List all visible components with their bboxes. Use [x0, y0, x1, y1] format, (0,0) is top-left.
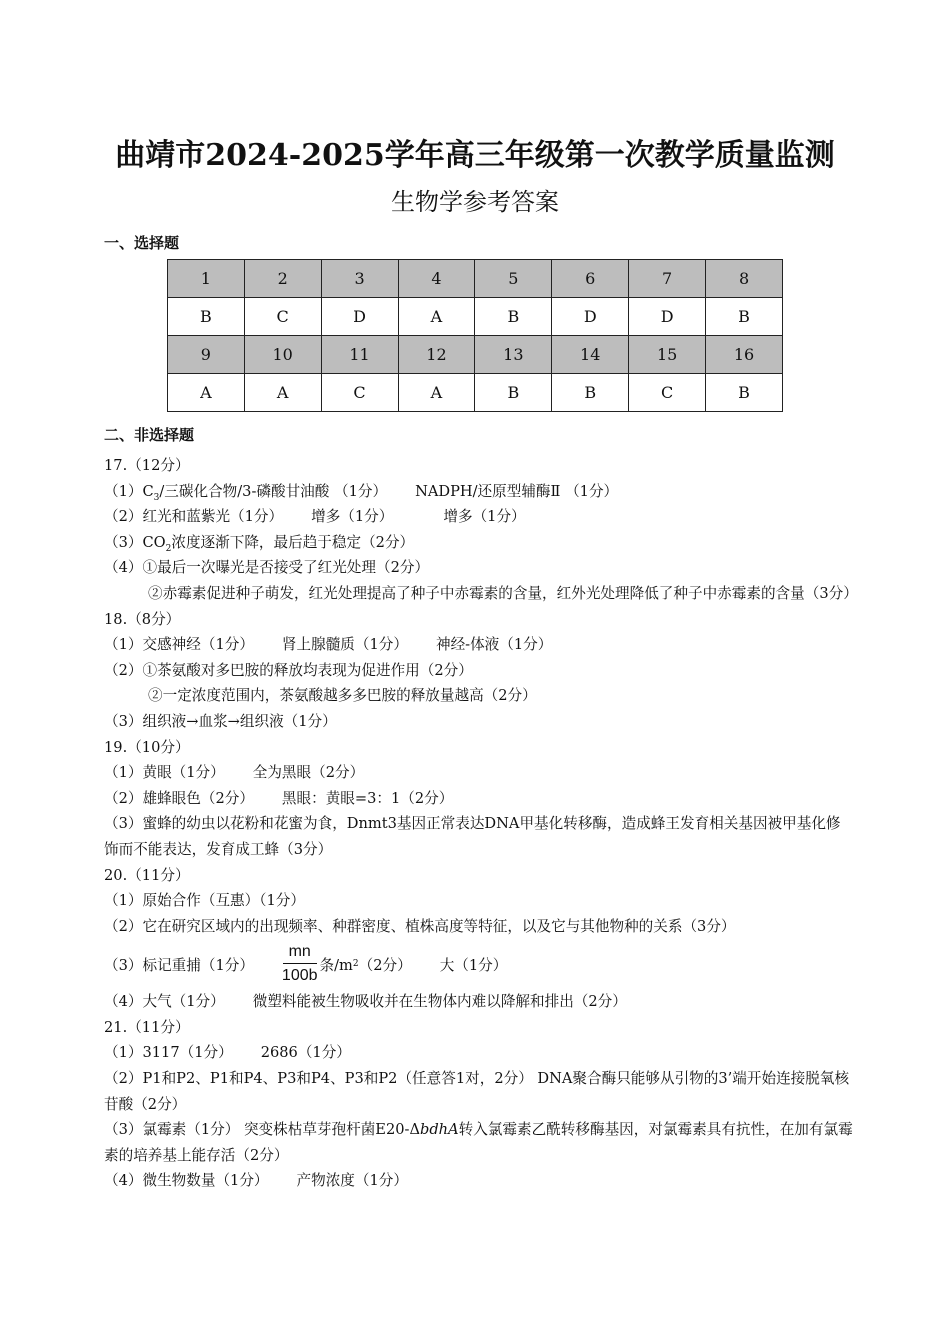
q21-answer-1: [104, 1040, 854, 1066]
table-cell: 13: [475, 336, 552, 374]
q17-a1-text: NADPH/还原型辅酶Ⅱ （1分）: [415, 482, 619, 500]
table-row: [168, 260, 783, 298]
q21-a1-text: （1）3117（1分）: [104, 1044, 233, 1062]
q18-a1-text: 肾上腺髓质（1分）: [281, 636, 408, 654]
table-cell: A: [244, 374, 321, 412]
answer-table: [167, 259, 783, 412]
q19-a1-text: （1）黄眼（1分）: [104, 764, 225, 782]
table-cell: 4: [398, 260, 475, 298]
table-cell: A: [168, 374, 245, 412]
q20-answer-3: [104, 939, 854, 989]
superscript: 2: [352, 959, 359, 970]
table-cell: 6: [552, 260, 629, 298]
fraction: [282, 941, 318, 988]
question-21-heading: 21.（11分）: [104, 1018, 190, 1036]
page-title: 曲靖市2024-2025学年高三年级第一次教学质量监测: [115, 138, 835, 173]
table-cell: 3: [321, 260, 398, 298]
answer-body: [104, 453, 858, 1194]
table-cell: 14: [552, 336, 629, 374]
q17-a1-text: （1）C: [104, 482, 154, 500]
section-heading-choice: 一、选择题: [104, 234, 180, 252]
q21-a1-text: 2686（1分）: [260, 1044, 351, 1062]
q21-answer-3: [104, 1117, 854, 1168]
table-cell: 10: [244, 336, 321, 374]
page-subtitle: 生物学参考答案: [391, 188, 559, 216]
q19-answer-2: [104, 786, 854, 812]
q18-answer-2-2: ②一定浓度范围内，茶氨酸越多多巴胺的释放量越高（2分）: [148, 687, 537, 705]
unit-text: 条/m: [319, 956, 353, 974]
table-cell: D: [321, 298, 398, 336]
q21-a3-text: （3）氯霉素（1分） 突变株枯草芽孢杆菌E20-Δ: [104, 1121, 420, 1139]
table-cell: 1: [168, 260, 245, 298]
table-row: [168, 374, 783, 412]
gene-name: bdhA: [420, 1121, 459, 1139]
table-row: [168, 336, 783, 374]
q17-a2-text: 增多（1分）: [443, 508, 526, 526]
table-cell: 5: [475, 260, 552, 298]
q20-a4-text: （4）大气（1分）: [104, 993, 225, 1011]
q21-a4-text: （4）微生物数量（1分）: [104, 1172, 269, 1190]
table-cell: C: [629, 374, 706, 412]
table-cell: 12: [398, 336, 475, 374]
q21-a4-text: 产物浓度（1分）: [296, 1172, 408, 1190]
q20-a3-text: 大（1分）: [439, 956, 508, 974]
fraction-numerator: mn: [283, 941, 317, 964]
table-row: [168, 298, 783, 336]
table-cell: A: [398, 298, 475, 336]
question-17-heading: 17.（12分）: [104, 457, 190, 474]
q19-a2-text: （2）雄蜂眼色（2分）: [104, 789, 254, 807]
q17-answer-4-1: （4）①最后一次曝光是否接受了红光处理（2分）: [104, 559, 430, 577]
table-cell: B: [168, 298, 245, 336]
q18-answer-2-1: （2）①茶氨酸对多巴胺的释放均表现为促进作用（2分）: [104, 661, 473, 679]
q20-answer-4: [104, 989, 854, 1015]
subscript: 3: [153, 492, 160, 503]
q20-a3-text: （2分）: [358, 956, 412, 974]
q19-a2-text: 黑眼：黄眼=3：1（2分）: [281, 789, 454, 807]
table-cell: 16: [706, 336, 783, 374]
table-cell: 8: [706, 260, 783, 298]
q17-a2-text: （2）红光和蓝紫光（1分）: [104, 508, 284, 526]
table-cell: 11: [321, 336, 398, 374]
q21-answer-4: [104, 1168, 854, 1194]
q19-answer-3: （3）蜜蜂的幼虫以花粉和花蜜为食，Dnmt3基因正常表达DNA甲基化转移酶，造成蜂王发育相关基因被甲基化修饰而不能表达，发育成工蜂（3分）: [104, 815, 841, 858]
q20-a3-text: （3）标记重捕（1分）: [104, 956, 254, 974]
table-cell: 7: [629, 260, 706, 298]
table-cell: 15: [629, 336, 706, 374]
q17-a1-text: /三碳化合物/3-磷酸甘油酸 （1分）: [159, 482, 388, 500]
q18-a1-text: 神经-体液（1分）: [435, 636, 553, 654]
table-cell: D: [552, 298, 629, 336]
question-20-heading: 20.（11分）: [104, 866, 190, 884]
q17-a3-text: 浓度逐渐下降，最后趋于稳定（2分）: [171, 533, 415, 551]
q18-answer-1: [104, 632, 854, 658]
table-cell: D: [629, 298, 706, 336]
table-cell: A: [398, 374, 475, 412]
table-cell: C: [321, 374, 398, 412]
q19-a1-text: 全为黑眼（2分）: [252, 764, 365, 782]
q17-answer-2: [104, 504, 854, 530]
q20-answer-2: （2）它在研究区域内的出现频率、种群密度、植株高度等特征，以及它与其他物种的关系（3分）: [104, 917, 736, 935]
fraction-denominator: 100b: [281, 966, 318, 984]
table-cell: B: [475, 374, 552, 412]
q17-a2-text: 增多（1分）: [311, 508, 394, 526]
section-heading-nonchoice: 二、非选择题: [104, 426, 195, 444]
q17-a3-text: （3）CO: [104, 533, 166, 551]
question-19-heading: 19.（10分）: [104, 738, 190, 756]
q18-a1-text: （1）交感神经（1分）: [104, 636, 254, 654]
table-cell: B: [706, 298, 783, 336]
question-18-heading: 18.（8分）: [104, 610, 181, 628]
q17-answer-4-2: ②赤霉素促进种子萌发，红光处理提高了种子中赤霉素的含量，红外光处理降低了种子中赤霉素的含量（3分）: [148, 584, 858, 602]
table-cell: 2: [244, 260, 321, 298]
table-cell: 9: [168, 336, 245, 374]
q18-answer-3: （3）组织液→血浆→组织液（1分）: [104, 712, 337, 730]
table-cell: B: [475, 298, 552, 336]
subscript: 2: [165, 543, 172, 554]
q21-answer-2: （2）P1和P2、P1和P4、P3和P4、P3和P2（任意答1对，2分） DNA聚合酶只能够从引物的3’端开始连接脱氧核苷酸（2分）: [104, 1070, 850, 1113]
q19-answer-1: [104, 760, 854, 786]
table-cell: C: [244, 298, 321, 336]
q17-answer-1: [104, 479, 854, 505]
q20-a4-text: 微塑料能被生物吸收并在生物体内难以降解和排出（2分）: [252, 993, 627, 1011]
table-cell: B: [706, 374, 783, 412]
q17-answer-3: [104, 530, 854, 556]
q21-a3-text: 转入氯霉素乙酰转移酶基因，对氯霉素具有抗性，在加有氯霉素的培养基上能存活（2分）: [104, 1121, 853, 1164]
table-cell: B: [552, 374, 629, 412]
q20-answer-1: （1）原始合作（互惠）（1分）: [104, 892, 305, 910]
